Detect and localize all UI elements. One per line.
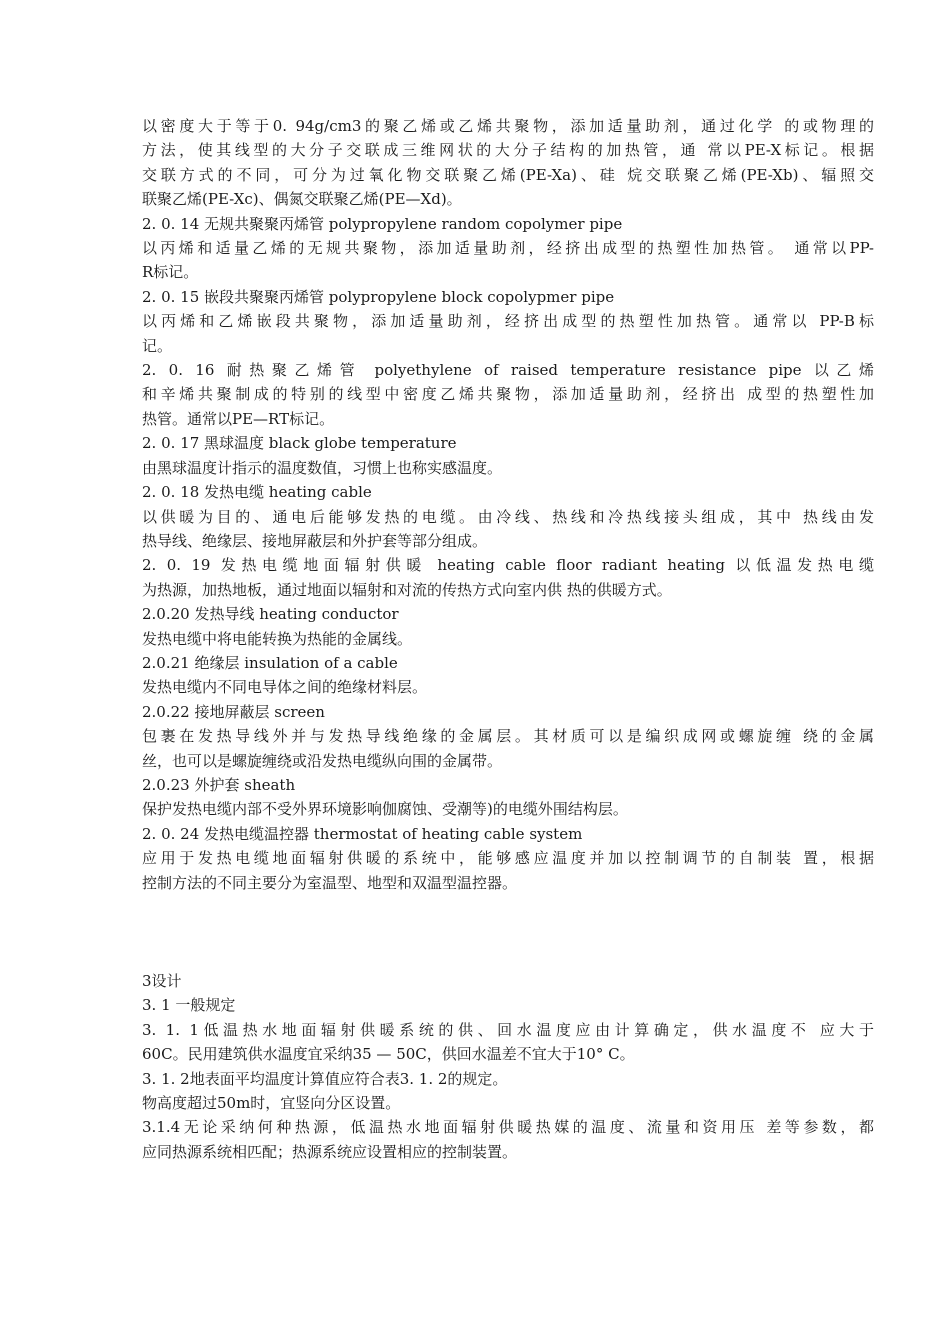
section-gap bbox=[142, 895, 874, 969]
text-line: 以供暖为目的、通电后能够发热的电缆。由冷线、热线和冷热线接头组成，其中 热线由发 bbox=[142, 507, 874, 526]
text-line: 热管。通常以PE—RT标记。 bbox=[142, 409, 335, 428]
text-line: 3. 1. 2地表面平均温度计算值应符合表3. 1. 2的规定。 bbox=[142, 1069, 508, 1088]
text-line: 60C。民用建筑供水温度宜采纳35 — 50C，供回水温差不宜大于10° C。 bbox=[142, 1045, 635, 1064]
text-line: 应用于发热电缆地面辐射供暖的系统中，能够感应温度并加以控制调节的自制装 置，根据 bbox=[142, 849, 874, 868]
text-line: 3.1.4无论采纳何种热源，低温热水地面辐射供暖热媒的温度、流量和资用压 差等参数，都 bbox=[142, 1118, 874, 1137]
definitions-section bbox=[142, 114, 874, 895]
text-line: 2.0.22 接地屏蔽层 screen bbox=[142, 702, 325, 721]
text-line: 发热电缆中将电能转换为热能的金属线。 bbox=[142, 629, 413, 648]
text-line: 发热电缆内不同电导体之间的绝缘材料层。 bbox=[142, 678, 428, 697]
text-line: 2. 0. 18 发热电缆 heating cable bbox=[142, 483, 372, 502]
text-line: 包裹在发热导线外并与发热导线绝缘的金属层。其材质可以是编织成网或螺旋缠 绕的金属 bbox=[142, 727, 874, 746]
text-line: 为热源，加热地板，通过地面以辐射和对流的传热方式向室内供 热的供暖方式。 bbox=[142, 580, 672, 599]
text-line: 2.0.23 外护套 sheath bbox=[142, 775, 296, 794]
text-line: 2. 0. 15 嵌段共聚聚丙烯管 polypropylene block copolypmer pipe bbox=[142, 287, 615, 306]
text-line: 保护发热电缆内部不受外界环境影响伽腐蚀、受潮等)的电缆外围结构层。 bbox=[142, 800, 628, 819]
text-line: 2. 0. 19 发热电缆地面辐射供暖 heating cable floor radiant heating 以低温发热电缆 bbox=[142, 556, 874, 575]
text-line: 以丙烯和适量乙烯的无规共聚物，添加适量助剂，经挤出成型的热塑性加热管。 通常以PP- bbox=[142, 239, 874, 258]
text-line: R标记。 bbox=[142, 263, 199, 282]
text-line: 3设计 bbox=[142, 972, 182, 990]
text-line: 联聚乙烯(PE-Xc)、偶氮交联聚乙烯(PE—Xd)。 bbox=[142, 190, 462, 209]
text-line: 以丙烯和乙烯嵌段共聚物，添加适量助剂，经挤出成型的热塑性加热管。通常以 PP-B标 bbox=[142, 312, 874, 331]
text-line: 热导线、绝缘层、接地屏蔽层和外护套等部分组成。 bbox=[142, 531, 488, 550]
text-line: 应同热源系统相匹配；热源系统应设置相应的控制装置。 bbox=[142, 1142, 518, 1161]
text-line: 2. 0. 14 无规共聚聚丙烯管 polypropylene random copolymer pipe bbox=[142, 214, 623, 233]
text-line: 2. 0. 16 耐热聚乙烯管 polyethylene of raised temperature resistance pipe 以乙烯 bbox=[142, 361, 874, 380]
text-line: 2.0.20 发热导线 heating conductor bbox=[142, 605, 399, 624]
document-page bbox=[142, 114, 874, 1164]
text-line: 以密度大于等于0. 94g/cm3的聚乙烯或乙烯共聚物，添加适量助剂，通过化学 的或物理的 bbox=[142, 117, 874, 135]
text-line: 3. 1. 1低温热水地面辐射供暖系统的供、回水温度应由计算确定，供水温度不 应大于 bbox=[142, 1020, 874, 1039]
design-section bbox=[142, 969, 874, 1164]
text-line: 丝，也可以是螺旋缠绕或沿发热电缆纵向围的金属带。 bbox=[142, 751, 503, 770]
text-line: 3. 1 一般规定 bbox=[142, 996, 236, 1015]
text-line: 由黑球温度计指示的温度数值，习惯上也称实感温度。 bbox=[142, 458, 503, 477]
text-line: 物高度超过50m时，宜竖向分区设置。 bbox=[142, 1094, 401, 1113]
text-line: 交联方式的不同，可分为过氧化物交联聚乙烯(PE-Xa)、硅 烷交联聚乙烯(PE-Xb)、辐照交 bbox=[142, 165, 874, 184]
text-line: 记。 bbox=[142, 336, 173, 355]
text-line: 控制方法的不同主要分为室温型、地型和双温型温控器。 bbox=[142, 873, 518, 892]
text-line: 2. 0. 17 黑球温度 black globe temperature bbox=[142, 434, 457, 453]
text-line: 2.0.21 绝缘层 insulation of a cable bbox=[142, 653, 398, 672]
text-line: 2. 0. 24 发热电缆温控器 thermostat of heating cable system bbox=[142, 824, 583, 843]
text-line: 和辛烯共聚制成的特别的线型中密度乙烯共聚物，添加适量助剂，经挤出 成型的热塑性加 bbox=[142, 385, 874, 404]
text-line: 方法，使其线型的大分子交联成三维网状的大分子结构的加热管，通 常以PE-X标记。根据 bbox=[142, 141, 874, 160]
